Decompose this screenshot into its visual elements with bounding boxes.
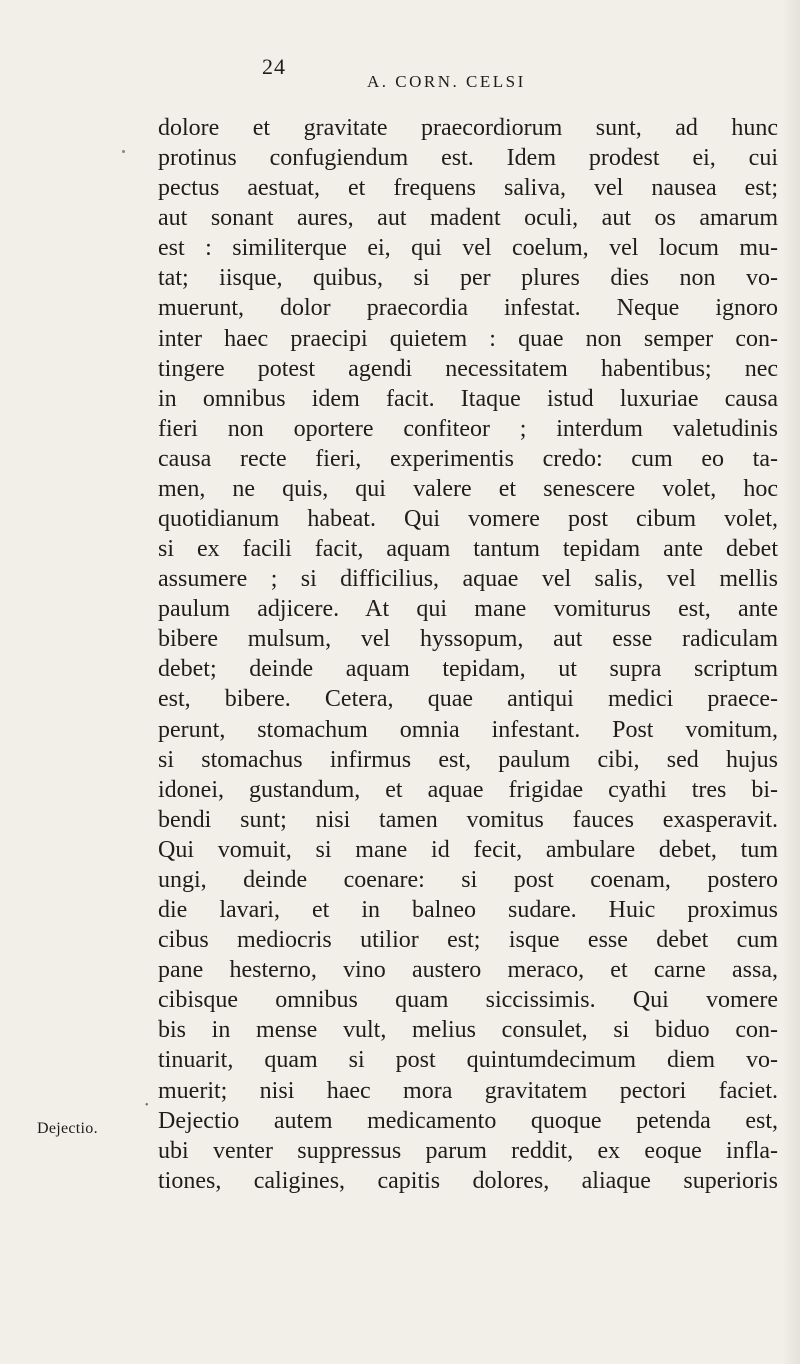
text-line: cibus mediocris utilior est; isque esse debet cum [158,927,778,954]
text-line: dolore et gravitate praecordiorum sunt, ad hunc [158,115,778,141]
text-line: fieri non oportere confiteor ; interdum valetudinis [158,415,778,442]
text-line: bendi sunt; nisi tamen vomitus fauces exasperavit. [158,806,778,833]
text-line: in omnibus idem facit. Itaque istud luxuriae causa [158,385,778,412]
text-line: pectus aestuat, et frequens saliva, vel nausea est; [158,175,778,202]
text-line: tat; iisque, quibus, si per plures dies non vo- [158,265,778,292]
text-line: causa recte fieri, experimentis credo: cum eo ta- [158,445,778,472]
text-line: Dejectio autem medicamento quoque petenda est, [158,1107,778,1134]
text-line: assumere ; si difficilius, aquae vel salis, vel mellis [158,566,778,593]
stray-ink-mark: • [145,1100,149,1111]
text-line: Qui vomuit, si mane id fecit, ambulare debet, tum [158,836,778,863]
text-line: si ex facili facit, aquam tantum tepidam ante debet [158,536,778,563]
text-line: idonei, gustandum, et aquae frigidae cyathi tres bi- [158,776,778,803]
text-line: cibisque omnibus quam siccissimis. Qui vomere [158,987,778,1014]
text-line: pane hesterno, vino austero meraco, et carne assa, [158,957,778,984]
text-line: paulum adjicere. At qui mane vomiturus est, ante [158,596,778,623]
text-line: debet; deinde aquam tepidam, ut supra scriptum [158,656,778,683]
text-line: ungi, deinde coenare: si post coenam, postero [158,866,778,893]
running-head: A. CORN. CELSI [367,72,526,91]
text-line: muerunt, dolor praecordia infestat. Neque ignoro [158,295,778,322]
text-line: inter haec praecipi quietem : quae non semper con- [158,325,778,352]
text-line: tiones, caligines, capitis dolores, aliaque superioris [158,1167,778,1194]
text-line: est : similiterque ei, qui vel coelum, vel locum mu- [158,235,778,262]
page-edge-shadow [782,0,800,1364]
text-line: perunt, stomachum omnia infestant. Post vomitum, [158,716,778,743]
text-line: tinuarit, quam si post quintumdecimum diem vo- [158,1047,778,1074]
margin-note: Dejectio. [37,1120,98,1137]
page-header [262,54,682,96]
body-text [158,113,778,1196]
text-line: men, ne quis, qui valere et senescere volet, hoc [158,475,778,502]
text-line: est, bibere. Cetera, quae antiqui medici praece- [158,686,778,713]
text-line: tingere potest agendi necessitatem habentibus; nec [158,355,778,382]
text-line: quotidianum habeat. Qui vomere post cibum volet, [158,506,778,533]
page-number: 24 [262,54,286,79]
text-line: bis in mense vult, melius consulet, si biduo con- [158,1017,778,1044]
text-line: die lavari, et in balneo sudare. Huic proximus [158,897,778,924]
text-line: protinus confugiendum est. Idem prodest ei, cui [158,145,778,172]
text-line: ubi venter suppressus parum reddit, ex eoque infla- [158,1137,778,1164]
text-line: bibere mulsum, vel hyssopum, aut esse radiculam [158,626,778,653]
paper-speck [122,150,125,153]
text-line: muerit; nisi haec mora gravitatem pectori faciet. [158,1077,778,1104]
text-line: aut sonant aures, aut madent oculi, aut os amarum [158,205,778,232]
text-line: si stomachus infirmus est, paulum cibi, sed hujus [158,746,778,773]
